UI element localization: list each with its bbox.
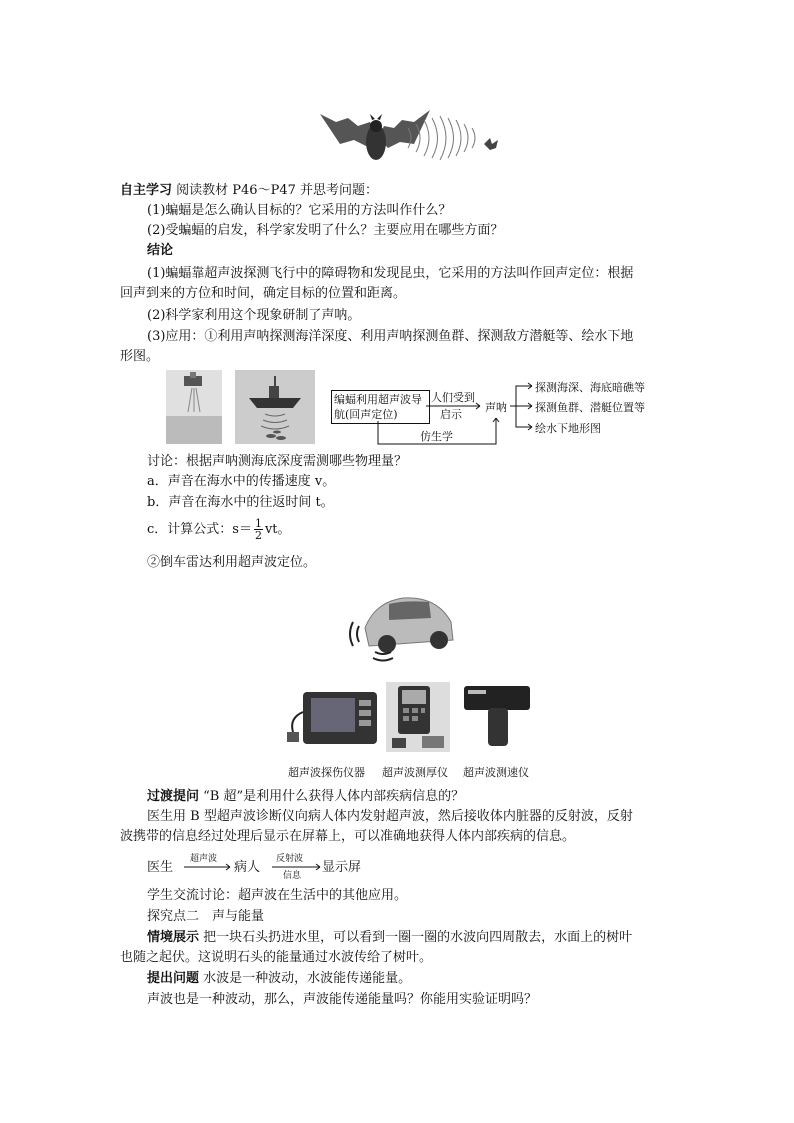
final-question: 声波也是一种波动，那么，声波能传递能量吗？你能用实验证明吗？: [147, 992, 538, 1007]
flow-patient: 病人: [234, 860, 261, 875]
study-line: [120, 181, 378, 201]
flow-arrow2-bottom: 信息: [283, 871, 302, 881]
bat-navigation-box: 编蝠利用超声波导航(回声定位): [331, 390, 430, 424]
question-2: (2)受蝙蝠的启发，科学家发明了什么？主要应用在哪些方面？: [147, 223, 504, 238]
scene-line2: 也随之起伏。这说明石头的能量通过水波传给了树叶。: [120, 950, 433, 965]
formula-prefix: c．计算公式：s＝: [147, 522, 252, 537]
flow-arrow1-label: 超声波: [190, 854, 218, 864]
flow-doctor: 医生: [147, 860, 174, 875]
scene-title: 情境展示: [147, 930, 200, 945]
discussion-a: a．声音在海水中的传播速度 v。: [147, 474, 336, 489]
conclusion-2: (2)科学家利用这个现象研制了声呐。: [147, 308, 361, 323]
conclusion-title: 结论: [147, 243, 174, 258]
ship-sonar-image: [166, 370, 222, 444]
study-title: 自主学习: [120, 183, 173, 198]
explore-point-2: 探究点二 声与能量: [147, 909, 265, 924]
transition-title: 过渡提问: [147, 789, 200, 804]
caption-flaw-detector: 超声波探伤仪器: [288, 766, 365, 779]
scene-text: 把一块石头扔进水里，可以看到一圈一圈的水波向四周散去，水面上的树叶: [203, 930, 633, 945]
flow-arrow2-top: 反射波: [276, 854, 304, 864]
output-2: 探测鱼群、潜艇位置等: [535, 401, 645, 414]
flaw-detector-image: [285, 682, 379, 752]
flow-arrows: [376, 376, 536, 446]
caption-speed-meter: 超声波测速仪: [463, 766, 529, 779]
flow-screen: 显示屏: [322, 860, 362, 875]
inspired-label-top: 人们受到: [431, 391, 475, 404]
scene-line1: [147, 928, 632, 948]
discussion-c: [147, 518, 291, 541]
car-reverse-radar-image: [345, 588, 457, 662]
problem-text: 水波是一种波动，水波能传递能量。: [203, 971, 412, 986]
speed-meter-image: [460, 682, 534, 752]
flow2-arrows: [180, 862, 326, 872]
formula-suffix: vt。: [264, 522, 291, 537]
output-3: 绘水下地形图: [535, 422, 601, 435]
caption-thickness-gauge: 超声波测厚仪: [382, 766, 448, 779]
problem-line: [147, 969, 411, 989]
study-text: 阅读教材 P46～P47 并思考问题：: [176, 183, 378, 198]
bscan-paragraph-line1: 医生用 B 型超声波诊断仪向病人体内发射超声波，然后接收体内脏器的反射波，反射: [147, 809, 633, 824]
sonar-label: 声呐: [485, 401, 507, 414]
problem-title: 提出问题: [147, 971, 200, 986]
inspired-label-bottom: 启示: [440, 408, 462, 421]
discussion-question: 讨论：根据声呐测海底深度需测哪些物理量？: [147, 454, 408, 469]
fishfinder-image: [235, 370, 315, 444]
conclusion-1-line1: (1)蝙蝠靠超声波探测飞行中的障碍物和发现昆虫，它采用的方法叫作回声定位：根据: [147, 266, 634, 281]
conclusion-1-line2: 回声到来的方位和时间，确定目标的位置和距离。: [120, 286, 407, 301]
bat-echolocation-image: [318, 100, 503, 172]
transition-text: “B 超”是利用什么获得人体内部疾病信息的？: [203, 789, 465, 804]
conclusion-3-line1: (3)应用：①利用声呐探测海洋深度、利用声呐探测鱼群、探测敌方潜艇等、绘水下地: [147, 329, 634, 344]
student-exchange: 学生交流讨论：超声波在生活中的其他应用。: [147, 888, 408, 903]
reverse-radar: ②倒车雷达利用超声波定位。: [147, 555, 317, 570]
transition-line: [147, 787, 464, 807]
bscan-paragraph-line2: 波携带的信息经过处理后显示在屏幕上，可以准确地获得人体内部疾病的信息。: [120, 829, 576, 844]
bionics-label: 仿生学: [420, 430, 453, 443]
question-1: (1)蝙蝠是怎么确认目标的？它采用的方法叫作什么？: [147, 203, 452, 218]
conclusion-3-line2: 形图。: [120, 349, 160, 364]
output-1: 探测海深、海底暗礁等: [535, 381, 645, 394]
formula-fraction: $\frac{1}{2}$: [254, 517, 262, 542]
thickness-gauge-image: [386, 682, 450, 752]
discussion-b: b．声音在海水中的往返时间 t。: [147, 495, 334, 510]
